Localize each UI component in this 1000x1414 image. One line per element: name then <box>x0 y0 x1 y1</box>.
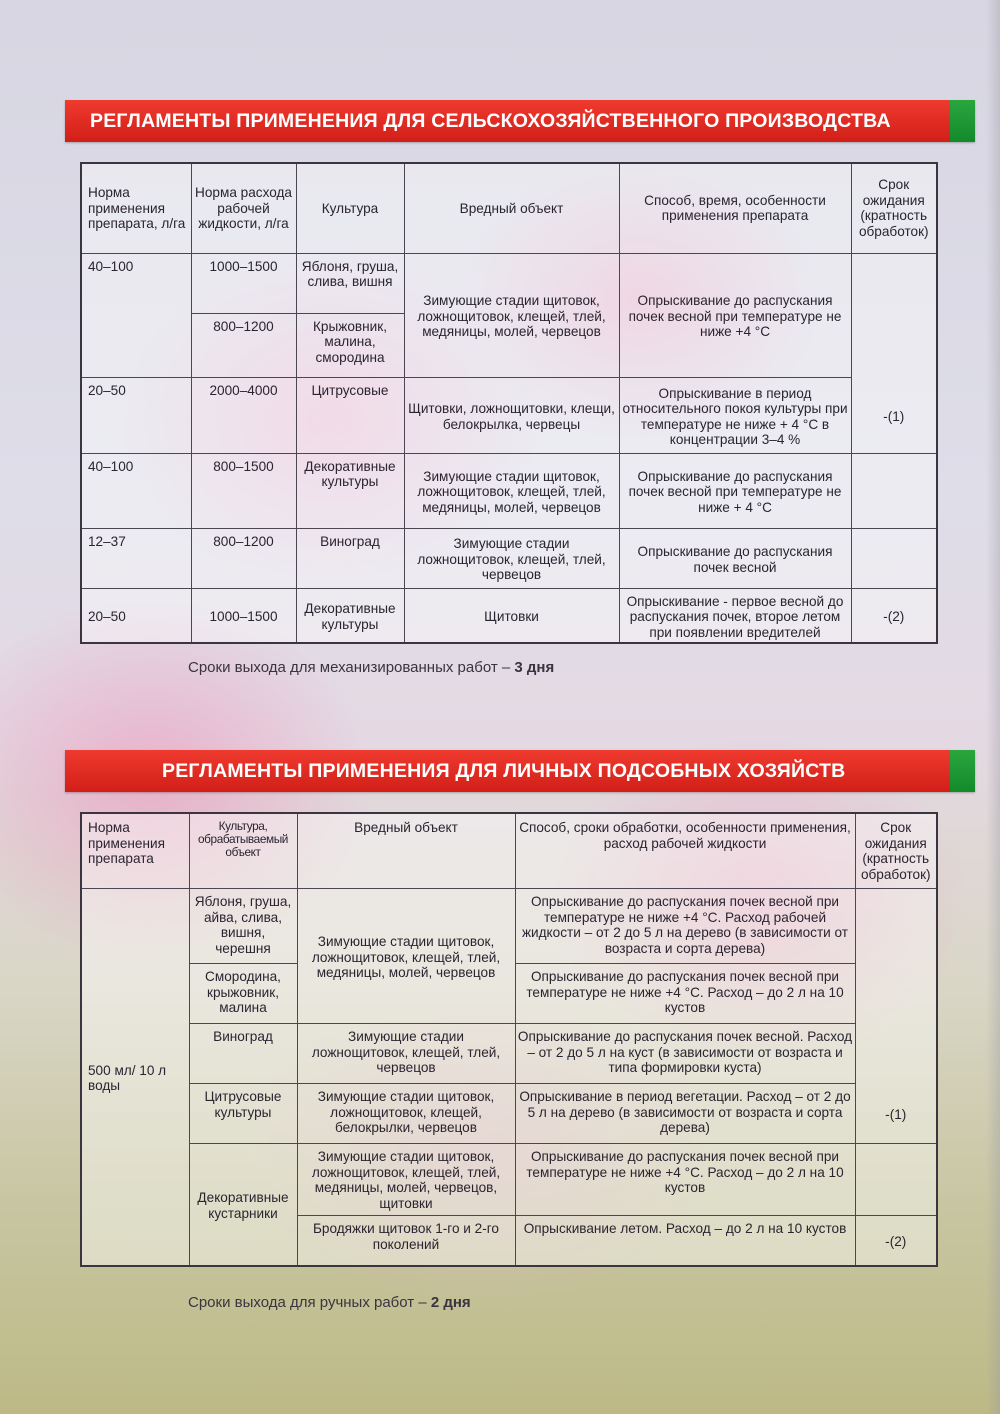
cell-pest: Зимующие стадии щитовок, ложнощитовок, клещей, тлей, медяницы, молей, червецов <box>404 453 619 528</box>
section1-title-banner <box>65 100 975 142</box>
header-norm: Норма применения препарата <box>81 813 189 889</box>
cell-norm: 40–100 <box>81 253 191 377</box>
cell-norm: 500 мл/ 10 л воды <box>81 889 189 1266</box>
cell-method: Опрыскивание до распускания почек весной при температуре не ниже + 4 °С <box>619 453 851 528</box>
household-regulations-table <box>80 812 938 1267</box>
section2-banner-green-accent <box>950 750 975 792</box>
cell-method: Опрыскивание до распускания почек весной при температуре не ниже +4 °С. Расход – до 2 л на 10 кустов <box>515 1144 855 1216</box>
table-row <box>81 528 937 588</box>
section2-note-bold: 2 дня <box>430 1294 471 1311</box>
cell-norm: 20–50 <box>81 588 191 643</box>
page-edge-shadow <box>986 0 1000 1414</box>
cell-method: Опрыскивание до распускания почек весной при температуре не ниже +4 °С. Расход рабочей жидкости – от 2 до 5 л на дерево (в зависимости от возраста и сорта дерева) <box>515 889 855 964</box>
cell-pest: Щитовки <box>404 588 619 643</box>
cell-pest: Зимующие стадии щитовок, ложнощитовок, клещей, белокрылки, червецов <box>297 1084 515 1144</box>
cell-wait-empty <box>855 1144 937 1216</box>
cell-norm: 20–50 <box>81 377 191 453</box>
cell-pest: Зимующие стадии ложнощитовок, клещей, тлей, червецов <box>297 1024 515 1084</box>
cell-pest: Зимующие стадии ложнощитовок, клещей, тлей, червецов <box>404 528 619 588</box>
cell-flow: 1000–1500 <box>191 588 296 643</box>
header-pest: Вредный объект <box>297 813 515 889</box>
table-header-row <box>81 163 937 253</box>
table-row <box>81 1024 937 1084</box>
cell-pest: Бродяжки щитовок 1-го и 2-го поколений <box>297 1216 515 1266</box>
header-method: Способ, время, особенности применения препарата <box>619 163 851 253</box>
cell-flow: 800–1200 <box>191 528 296 588</box>
cell-flow: 800–1200 <box>191 313 296 377</box>
cell-method: Опрыскивание до распускания почек весной <box>619 528 851 588</box>
cell-method: Опрыскивание - первое весной до распускания почек, второе летом при появлении вредителей <box>619 588 851 643</box>
cell-pest: Щитовки, ложнощитовки, клещи, белокрылка, червецы <box>404 377 619 453</box>
cell-method: Опрыскивание до распускания почек весной. Расход – от 2 до 5 л на куст (в зависимости от возраста и типа формировки куста) <box>515 1024 855 1084</box>
header-flow: Норма расхода рабочей жидкости, л/га <box>191 163 296 253</box>
section2-note-text: Сроки выхода для ручных работ – <box>188 1294 431 1311</box>
cell-wait: -(2) <box>855 1216 937 1266</box>
cell-flow: 2000–4000 <box>191 377 296 453</box>
cell-method: Опрыскивание в период вегетации. Расход – от 2 до 5 л на дерево (в зависимости от возраста и сорта дерева) <box>515 1084 855 1144</box>
cell-method: Опрыскивание летом. Расход – до 2 л на 10 кустов <box>515 1216 855 1266</box>
header-culture: Культура, обрабатываемый объект <box>189 813 297 889</box>
table-row <box>81 453 937 528</box>
header-wait: Срок ожидания (кратность обработок) <box>851 163 937 253</box>
table-row <box>81 377 937 453</box>
cell-pest: Зимующие стадии щитовок, ложнощитовок, клещей, тлей, медяницы, молей, червецов <box>404 253 619 377</box>
cell-culture: Виноград <box>296 528 404 588</box>
agricultural-regulations-table <box>80 162 938 644</box>
cell-culture: Цитрусовые культуры <box>189 1084 297 1144</box>
cell-wait: -(1) <box>855 1084 937 1144</box>
header-norm: Норма применения препарата, л/га <box>81 163 191 253</box>
cell-culture: Яблоня, груша, айва, слива, вишня, черешня <box>189 889 297 964</box>
cell-culture: Крыжовник, малина, смородина <box>296 313 404 377</box>
header-method: Способ, сроки обработки, особенности применения, расход рабочей жидкости <box>515 813 855 889</box>
cell-flow: 1000–1500 <box>191 253 296 313</box>
header-wait: Срок ожидания (кратность обработок) <box>855 813 937 889</box>
cell-wait-empty <box>851 453 937 528</box>
section2-note <box>188 1294 471 1311</box>
cell-pest: Зимующие стадии щитовок, ложнощитовок, клещей, тлей, медяницы, молей, червецов, щитовки <box>297 1144 515 1216</box>
section1-note-bold: 3 дня <box>514 659 555 676</box>
header-culture: Культура <box>296 163 404 253</box>
table-row <box>81 1144 937 1216</box>
cell-culture: Декоративные кустарники <box>189 1144 297 1266</box>
section1-note <box>188 659 554 676</box>
table-row <box>81 253 937 313</box>
cell-wait: -(2) <box>851 588 937 643</box>
cell-culture: Декоративные культуры <box>296 453 404 528</box>
cell-method: Опрыскивание до распускания почек весной при температуре не ниже +4 °С <box>619 253 851 377</box>
cell-flow: 800–1500 <box>191 453 296 528</box>
section2-title-banner <box>65 750 975 792</box>
cell-wait-empty <box>851 253 937 377</box>
cell-culture: Виноград <box>189 1024 297 1084</box>
cell-wait: -(1) <box>851 377 937 453</box>
cell-culture: Цитрусовые <box>296 377 404 453</box>
section1-note-text: Сроки выхода для механизированных работ – <box>188 659 515 676</box>
section1-banner-green-accent <box>950 100 975 142</box>
cell-pest: Зимующие стадии щитовок, ложнощитовок, клещей, тлей, медяницы, молей, червецов <box>297 889 515 1024</box>
cell-method: Опрыскивание в период относительного покоя культуры при температуре не ниже + 4 °С в концентрации 3–4 % <box>619 377 851 453</box>
cell-wait-empty <box>855 889 937 1084</box>
table-row <box>81 588 937 643</box>
table-row <box>81 1084 937 1144</box>
header-pest: Вредный объект <box>404 163 619 253</box>
section2-title: РЕГЛАМЕНТЫ ПРИМЕНЕНИЯ ДЛЯ ЛИЧНЫХ ПОДСОБНЫХ ХОЗЯЙСТВ <box>162 759 846 782</box>
section1-title: РЕГЛАМЕНТЫ ПРИМЕНЕНИЯ ДЛЯ СЕЛЬСКОХОЗЯЙСТВЕННОГО ПРОИЗВОДСТВА <box>90 109 891 132</box>
cell-norm: 40–100 <box>81 453 191 528</box>
cell-culture: Смородина, крыжовник, малина <box>189 964 297 1024</box>
cell-culture: Яблоня, груша, слива, вишня <box>296 253 404 313</box>
cell-norm: 12–37 <box>81 528 191 588</box>
cell-method: Опрыскивание до распускания почек весной при температуре не ниже +4 °С. Расход – до 2 л на 10 кустов <box>515 964 855 1024</box>
table-header-row <box>81 813 937 889</box>
table-row <box>81 889 937 964</box>
cell-culture: Декоративные культуры <box>296 588 404 643</box>
cell-wait-empty <box>851 528 937 588</box>
